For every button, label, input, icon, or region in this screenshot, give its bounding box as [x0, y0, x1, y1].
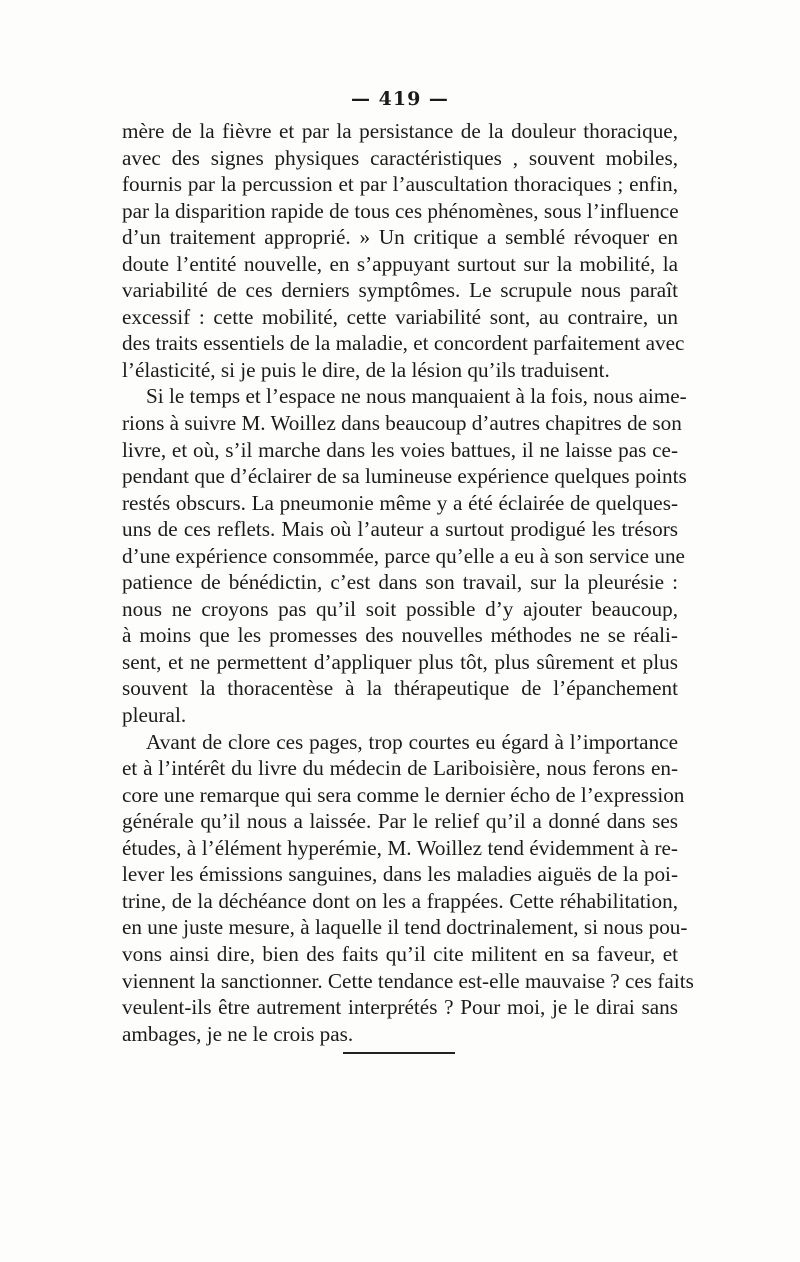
text-line: pleural. — [122, 703, 187, 728]
text-line: en une juste mesure, à laquelle il tend doctrinalement, si nous pou- — [122, 915, 688, 940]
end-rule-divider — [343, 1052, 455, 1054]
text-line: doute l’entité nouvelle, en s’appuyant surtout sur la mobilité, la — [122, 251, 678, 276]
text-line: avec des signes physiques caractéristiques , souvent mobiles, — [122, 145, 678, 170]
text-line: générale qu’il nous a laissée. Par le relief qu’il a donné dans ses — [122, 809, 678, 834]
text-line: l’élasticité, si je puis le dire, de la lésion qu’ils traduisent. — [122, 357, 610, 382]
text-line: viennent la sanctionner. Cette tendance est-elle mauvaise ? ces faits — [122, 968, 694, 993]
text-line: d’une expérience consommée, parce qu’elle a eu à son service une — [122, 543, 685, 568]
paragraph-1 — [122, 118, 685, 383]
text-line: trine, de la déchéance dont on les a frappées. Cette réhabilitation, — [122, 888, 678, 913]
text-line: patience de bénédictin, c’est dans son travail, sur la pleurésie : — [122, 570, 678, 595]
text-line: livre, et où, s’il marche dans les voies battues, il ne laisse pas ce- — [122, 437, 678, 462]
page-number: — 419 — — [351, 88, 449, 110]
text-line: ambages, je ne le crois pas. — [122, 1021, 354, 1046]
text-line: à moins que les promesses des nouvelles méthodes ne se réali- — [122, 623, 678, 648]
text-line: core une remarque qui sera comme le dernier écho de l’expression — [122, 782, 685, 807]
text-line: variabilité de ces derniers symptômes. Le scrupule nous paraît — [122, 278, 678, 303]
text-line: d’un traitement approprié. » Un critique a semblé révoquer en — [122, 225, 678, 250]
text-line: restés obscurs. La pneumonie même y a été éclairée de quelques- — [122, 490, 678, 515]
text-line: Si le temps et l’espace ne nous manquaient à la fois, nous aime- — [146, 384, 687, 409]
text-line: veulent-ils être autrement interprétés ? Pour moi, je le dirai sans — [122, 995, 678, 1020]
text-line: mère de la fièvre et par la persistance de la douleur thoracique, — [122, 119, 678, 143]
text-line: uns de ces reflets. Mais où l’auteur a surtout prodigué les trésors — [122, 517, 678, 542]
text-line: fournis par la percussion et par l’auscultation thoraciques ; enfin, — [122, 172, 678, 197]
text-line: et à l’intérêt du livre du médecin de Lariboisière, nous ferons en- — [122, 756, 678, 781]
text-line: vons ainsi dire, bien des faits qu’il cite militent en sa faveur, et — [122, 941, 678, 966]
text-line: sent, et ne permettent d’appliquer plus tôt, plus sûrement et plus — [122, 649, 678, 674]
text-line: excessif : cette mobilité, cette variabilité sont, au contraire, un — [122, 304, 678, 329]
text-line: lever les émissions sanguines, dans les maladies aiguës de la poi- — [122, 862, 678, 887]
text-line: études, à l’élément hyperémie, M. Woillez tend évidemment à re- — [122, 835, 678, 860]
text-line: Avant de clore ces pages, trop courtes eu égard à l’importance — [146, 729, 678, 754]
text-line: nous ne croyons pas qu’il soit possible d’y ajouter beaucoup, — [122, 596, 678, 621]
paragraph-2 — [122, 383, 687, 728]
text-line: pendant que d’éclairer de sa lumineuse expérience quelques points — [122, 464, 687, 489]
text-line: des traits essentiels de la maladie, et concordent parfaitement avec — [122, 331, 685, 356]
paragraph-3 — [122, 729, 694, 1048]
body-text — [122, 118, 694, 1047]
text-line: souvent la thoracentèse à la thérapeutique de l’épanchement — [122, 676, 678, 701]
text-line: rions à suivre M. Woillez dans beaucoup d’autres chapitres de son — [122, 411, 682, 436]
text-line: par la disparition rapide de tous ces phénomènes, sous l’influence — [122, 198, 679, 223]
